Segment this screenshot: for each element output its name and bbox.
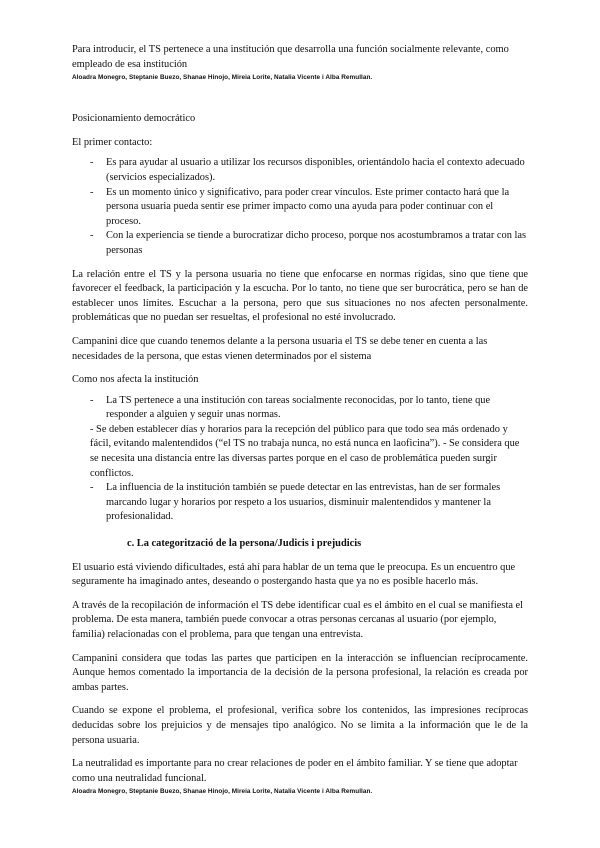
first-contact-list <box>72 156 528 258</box>
info-paragraph: A través de la recopilación de información el TS debe identificar cual es el ámbito en el cual se manifiesta el problema. De esta manera, también puede convocar a otras personas cercanas al usuario (por ejemplo, familia) relacionadas con el problema, para que tengan una entrevista. <box>72 599 524 640</box>
list-item: - Es para ayudar al usuario a utilizar los recursos disponibles, orientándolo hacia el contexto adecuado (servicios especializados). <box>90 157 525 183</box>
authors-footer: Aloadra Monegro, Steptanie Buezo, Shanae Hinojo, Mireia Lorite, Natalia Vicente i Alba Remullan. <box>72 788 373 796</box>
authors-header: Aloadra Monegro, Steptanie Buezo, Shanae Hinojo, Mireia Lorite, Natalia Vicente i Alba Remullan. <box>72 74 373 82</box>
institution-paragraph: - Se deben establecer días y horarios para la recepción del público para que todo sea más ordenado y fácil, evitando malentendidos (“el TS no trabaja nunca, no está nunca en laoficina”). - Se considera que se necesita una distancia entre las diversas partes porque en el caso de problemática pueden surgir conflictos. <box>90 423 520 479</box>
campanini-paragraph-2: Campanini considera que todas las partes que participen en la interacción se influencian recíprocamente. Aunque hemos comentado la importancia de la decisión de la persona profesional, la relación es creada por ambas partes. <box>72 652 528 693</box>
expose-paragraph: Cuando se expone el problema, el profesional, verifica sobre los contenidos, las impresiones recíprocas deducidas sobre los prejuicios y de mensajes tipo analógico. No se limita a la información que le de la persona usuaria. <box>72 705 528 746</box>
neutrality-paragraph: La neutralidad es importante para no crear relaciones de poder en el ámbito familiar. Y se tiene que adoptar como una neutralidad funcional. <box>72 758 518 784</box>
subtitle-first-contact: El primer contacto: <box>72 136 153 148</box>
list-item: - Es un momento único y significativo, para poder crear vínculos. Este primer contacto hará que la persona usuaria pueda sentir ese primer impacto como una ayuda para poder continuar con el proceso. <box>90 186 510 227</box>
section-heading-c: c. La categorització de la persona/Judicis i prejudicis <box>127 538 362 550</box>
user-paragraph: El usuario está viviendo dificultades, está ahí para hablar de un tema que le preocupa. Es un encuentro que seguramente ha imaginado antes, deseando o postergando hasta que ya no es posible hacerlo más. <box>72 561 516 588</box>
list-item: - La TS pertenece a una institución con tareas socialmente reconocidas, por lo tanto, tiene que responder a alguien y seguir unas normas. <box>90 394 491 421</box>
list-item: - La influencia de la institución también se puede detectar en las entrevistas, han de ser formales marcando lugar y horarios por respeto a los usuarios, disminuir malentendidos y mantener la profesionalidad. <box>90 482 501 523</box>
campanini-paragraph: Campanini dice que cuando tenemos delante a la persona usuaria el TS se debe tener en cuenta a las necesidades de la persona, que estas vienen determinados por el sistema <box>72 335 488 362</box>
list-item: - Con la experiencia se tiende a burocratizar dicho proceso, porque nos acostumbramos a tratar con las personas <box>90 230 527 256</box>
subtitle-institution: Como nos afecta la institución <box>72 374 199 386</box>
institution-list-2 <box>72 481 528 525</box>
institution-list <box>72 394 528 423</box>
intro-paragraph: Para introducir, el TS pertenece a una institución que desarrolla una función socialmente relevante, como empleado de esa institución <box>72 44 509 70</box>
relation-paragraph: La relación entre el TS y la persona usuaria no tiene que enfocarse en normas rígidas, sino que tiene que favorecer el feedback, la participación y la escucha. Por lo tanto, no tiene que ser burocrática, pero se han de establecer unos límites. Escuchar a la persona, pero que sus situaciones no nos afecten personalmente. problemáticas que no puedan ser resueltas, el profesional no esté involucrado. <box>72 268 528 324</box>
section-title: Posicionamiento democrático <box>72 113 196 125</box>
